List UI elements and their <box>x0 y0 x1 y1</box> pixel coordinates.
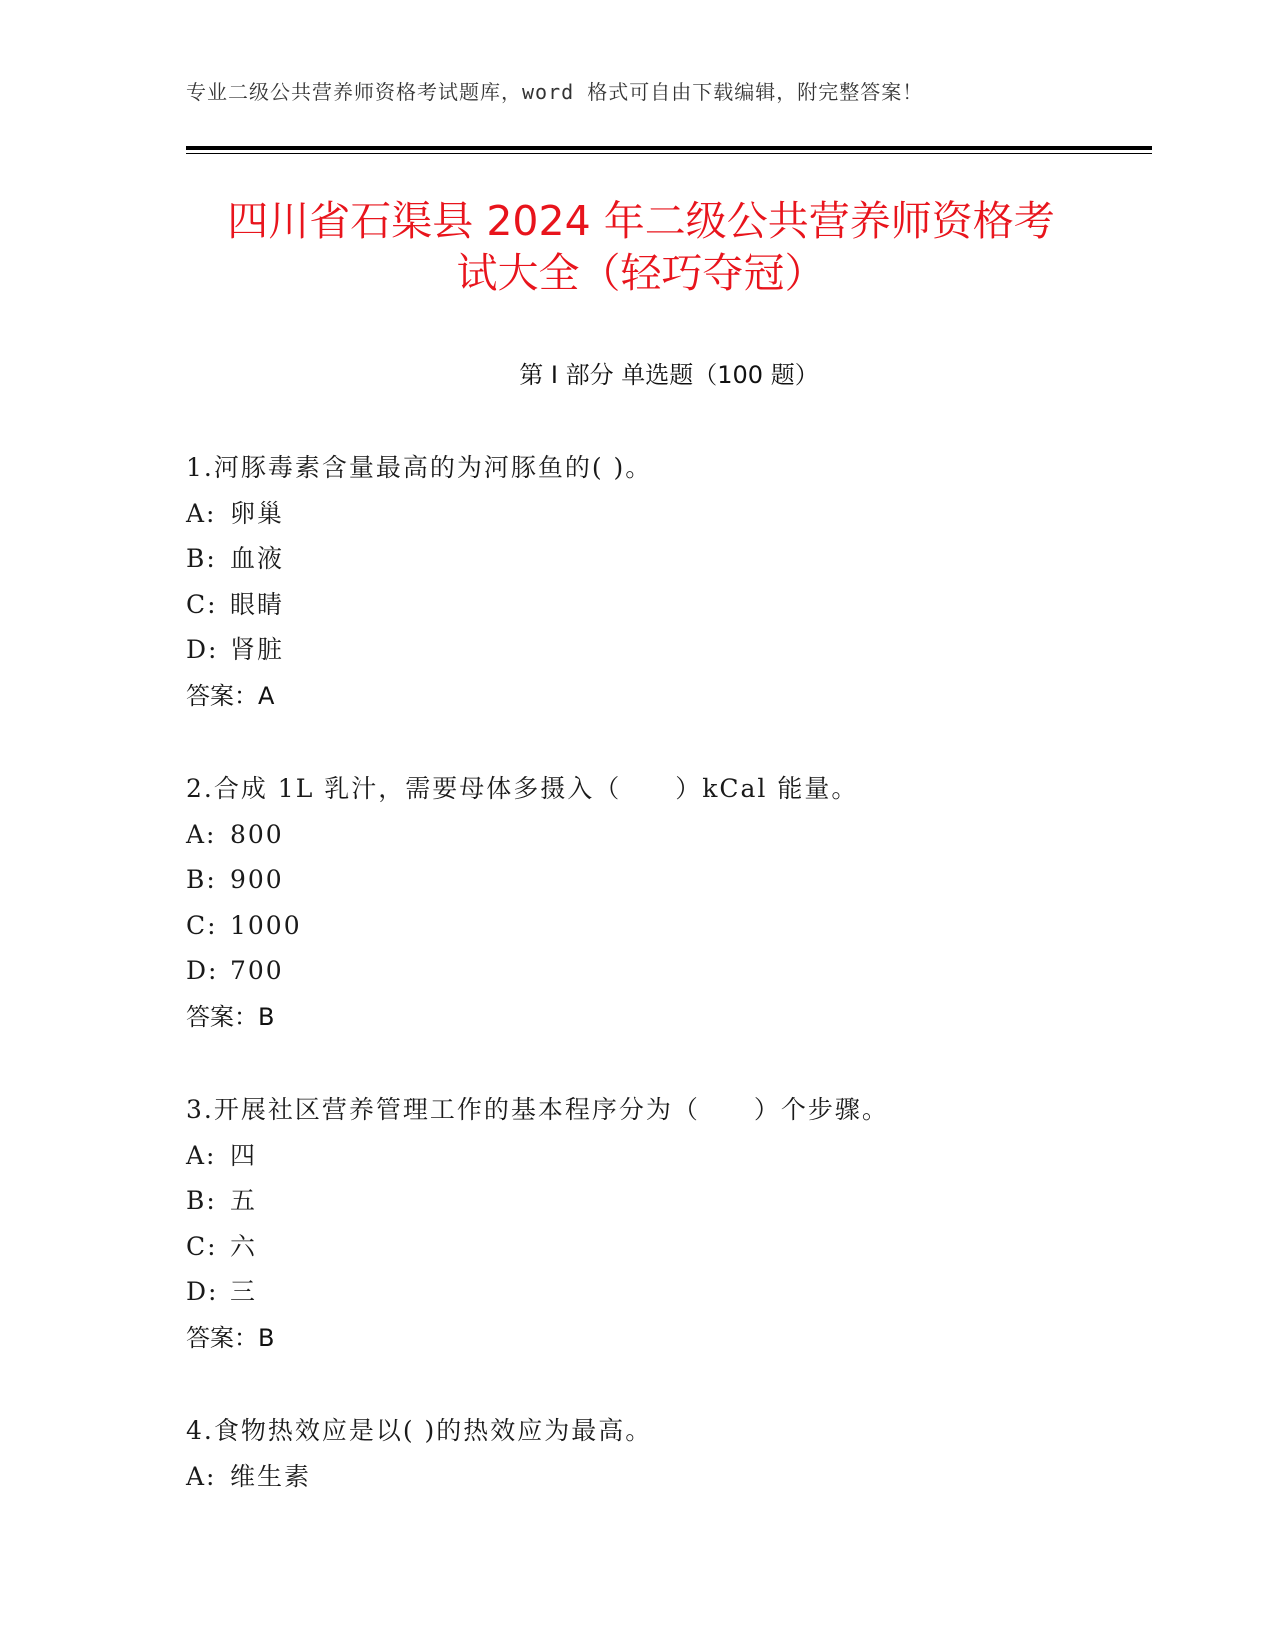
option-letter: D: <box>186 1277 219 1306</box>
option-d <box>186 628 1152 674</box>
question-text: 4.食物热效应是以( )的热效应为最高。 <box>186 1416 653 1445</box>
answer-label: 答案： <box>186 1002 258 1031</box>
option-text: 六 <box>230 1231 258 1261</box>
option-text: 四 <box>230 1140 258 1170</box>
option-a <box>186 1455 1152 1501</box>
option-d <box>186 949 1152 995</box>
option-a <box>186 492 1152 538</box>
document-title <box>186 195 1096 299</box>
option-b <box>186 537 1152 583</box>
option-letter: D: <box>186 956 219 985</box>
option-letter: B: <box>186 1186 217 1215</box>
option-text: 维生素 <box>230 1461 312 1491</box>
question-4 <box>186 1409 1152 1500</box>
option-letter: A: <box>186 819 217 849</box>
title-line-2: 试大全（轻巧夺冠） <box>456 249 826 297</box>
option-c <box>186 904 1152 950</box>
option-text: 900 <box>230 865 284 894</box>
question-3 <box>186 1088 1152 1361</box>
option-a <box>186 1134 1152 1180</box>
option-letter: A: <box>186 1140 217 1170</box>
option-d <box>186 1270 1152 1316</box>
answer-value: A <box>258 681 275 710</box>
option-b <box>186 1179 1152 1225</box>
question-text: 3.开展社区营养管理工作的基本程序分为（ ）个步骤。 <box>186 1095 889 1124</box>
header-rule-thin <box>186 153 1152 154</box>
answer-label: 答案： <box>186 681 258 710</box>
answer-label: 答案： <box>186 1323 258 1352</box>
question-2 <box>186 767 1152 1040</box>
answer-value: B <box>258 1002 275 1031</box>
option-text: 血液 <box>230 544 285 573</box>
option-text: 700 <box>230 956 284 985</box>
question-text: 2.合成 1L 乳汁，需要母体多摄入（ ）kCal 能量。 <box>186 774 859 803</box>
question-text: 1.河豚毒素含量最高的为河豚鱼的( )。 <box>186 453 653 482</box>
header-rule-thick <box>186 146 1152 150</box>
answer-line <box>186 995 1152 1041</box>
option-letter: B: <box>186 865 217 894</box>
page-header-note: 专业二级公共营养师资格考试题库，word 格式可自由下载编辑，附完整答案！ <box>186 80 924 104</box>
option-letter: A: <box>186 1461 217 1491</box>
option-text: 五 <box>230 1186 258 1215</box>
option-b <box>186 858 1152 904</box>
option-text: 肾脏 <box>230 635 285 664</box>
option-text: 三 <box>230 1277 258 1306</box>
option-letter: C: <box>186 1231 218 1261</box>
option-text: 卵巢 <box>230 498 285 528</box>
option-text: 800 <box>230 819 284 849</box>
option-letter: C: <box>186 910 218 940</box>
option-letter: C: <box>186 589 218 619</box>
option-c <box>186 583 1152 629</box>
option-c <box>186 1225 1152 1271</box>
option-letter: A: <box>186 498 217 528</box>
option-a <box>186 813 1152 859</box>
option-letter: B: <box>186 544 217 573</box>
answer-line <box>186 674 1152 720</box>
option-text: 眼睛 <box>230 589 285 619</box>
option-letter: D: <box>186 635 219 664</box>
answer-value: B <box>258 1323 275 1352</box>
answer-line <box>186 1316 1152 1362</box>
option-text: 1000 <box>230 910 302 940</box>
title-line-1: 四川省石渠县 2024 年二级公共营养师资格考 <box>227 197 1055 245</box>
question-list <box>186 446 1152 1548</box>
question-1 <box>186 446 1152 719</box>
section-heading: 第 I 部分 单选题（100 题） <box>519 361 819 389</box>
